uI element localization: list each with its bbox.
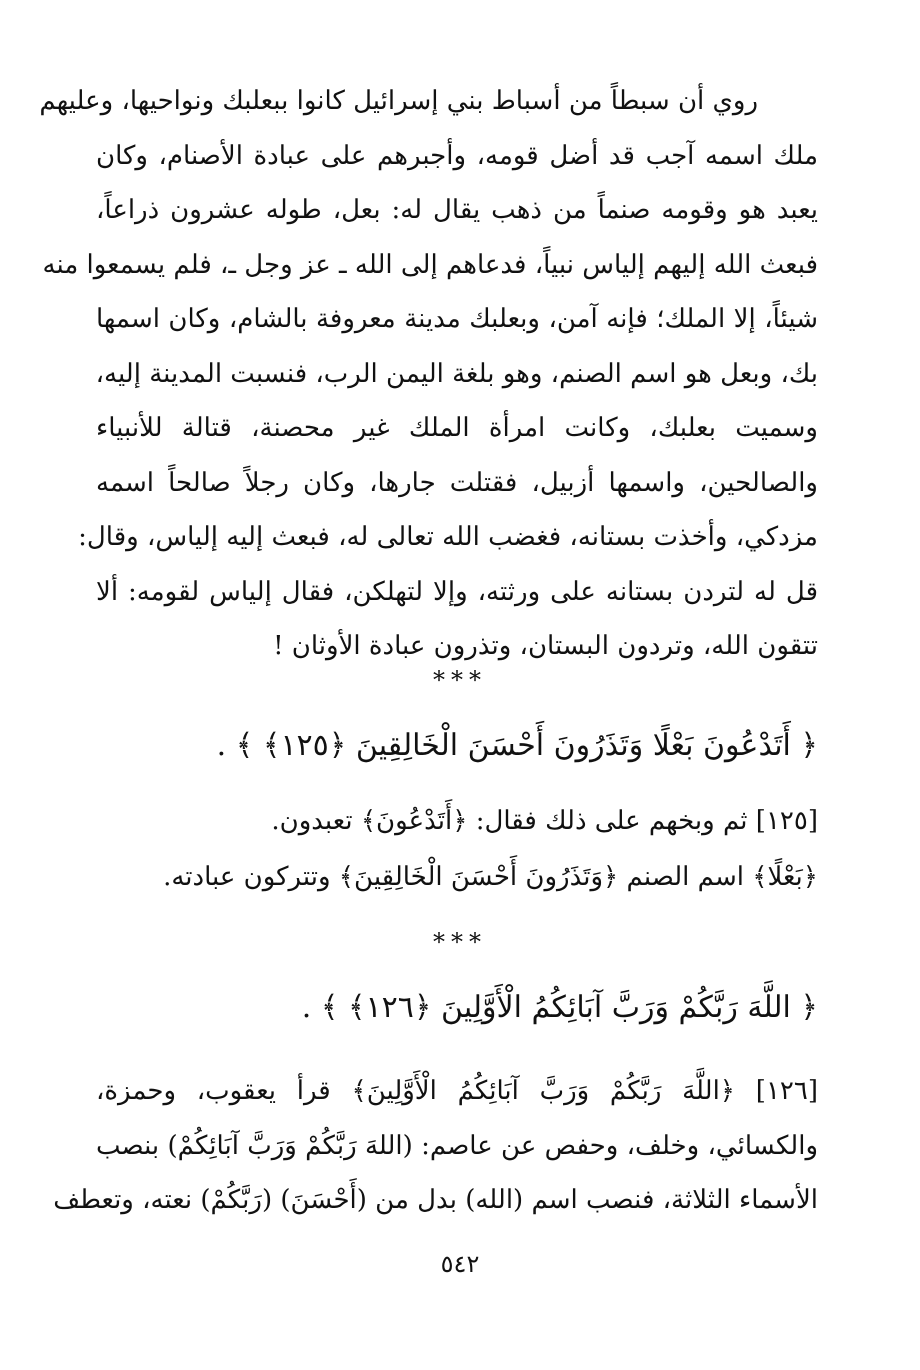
paragraph-line: قل له لتردن بستانه على ورثته، وإلا لتهلكن، فقال إلياس لقومه: ألا: [96, 576, 818, 607]
paragraph-line: بك، وبعل هو اسم الصنم، وهو بلغة اليمن الرب، فنسبت المدينة إليه،: [95, 358, 818, 389]
tafsir-line: [١٢٥] ثم وبخهم على ذلك فقال: ﴿أَتَدْعُونَ﴾ تعبدون.: [271, 806, 818, 836]
paragraph-line: والصالحين، واسمها أزبيل، فقتلت جارها، وكان رجلاً صالحاً اسمه: [96, 467, 818, 498]
paragraph-line: ملك اسمه آجب قد أضل قومه، وأجبرهم على عبادة الأصنام، وكان: [96, 140, 819, 171]
paragraph-line: تتقون الله، وتردون البستان، وتذرون عبادة الأوثان !: [273, 631, 818, 661]
paragraph-line: وسميت بعلبك، وكانت امرأة الملك غير محصنة، قتالة للأنبياء: [96, 413, 818, 443]
main-paragraph: [39, 74, 819, 674]
tafsir-line: ﴿بَعْلًا﴾ اسم الصنم ﴿وَتَذَرُونَ أَحْسَنَ الْخَالِقِينَ﴾ وتتركون عبادته.: [163, 862, 818, 892]
paragraph-line: فبعث الله إليهم إلياس نبياً، فدعاهم إلى الله ـ عز وجل ـ، فلم يسمعوا منه: [42, 249, 818, 280]
quran-verse-126: ﴿ اللَّهَ رَبَّكُمْ وَرَبَّ آبَائِكُمُ الْأَوَّلِينَ ﴿١٢٦﴾ ﴾ .: [301, 990, 818, 1025]
quran-verse-125: ﴿ أَتَدْعُونَ بَعْلًا وَتَذَرُونَ أَحْسَنَ الْخَالِقِينَ ﴿١٢٥﴾ ﴾ .: [216, 728, 818, 763]
paragraph-line: يعبد هو وقومه صنماً من ذهب يقال له: بعل، طوله عشرون ذراعاً،: [96, 195, 818, 225]
paragraph-line: روي أن سبطاً من أسباط بني إسرائيل كانوا ببعلبك ونواحيها، وعليهم: [39, 86, 758, 116]
paragraph-line: الأسماء الثلاثة، فنصب اسم (الله) بدل من (أَحْسَنَ) (رَبَّكُمْ) نعته، وتعطف: [53, 1185, 818, 1215]
tafsir-paragraph: [53, 1064, 818, 1228]
paragraph-line: شيئاً، إلا الملك؛ فإنه آمن، وبعلبك مدينة معروفة بالشام، وكان اسمها: [96, 304, 818, 334]
section-separator: ***: [433, 666, 487, 694]
paragraph-line: مزدكي، وأخذت بستانه، فغضب الله تعالى له، فبعث إليه إلياس، وقال:: [78, 522, 818, 552]
section-separator: ***: [433, 928, 487, 956]
paragraph-line: والكسائي، وخلف، وحفص عن عاصم: (اللهَ رَبَّكُمْ وَرَبَّ آبَائِكُمْ) بنصب: [96, 1130, 818, 1161]
page-number: ٥٤٢: [440, 1250, 480, 1278]
paragraph-line: [١٢٦] ﴿اللَّهَ رَبَّكُمْ وَرَبَّ آبَائِكُمُ الْأَوَّلِينَ﴾ قرأ يعقوب، وحمزة،: [96, 1076, 818, 1106]
